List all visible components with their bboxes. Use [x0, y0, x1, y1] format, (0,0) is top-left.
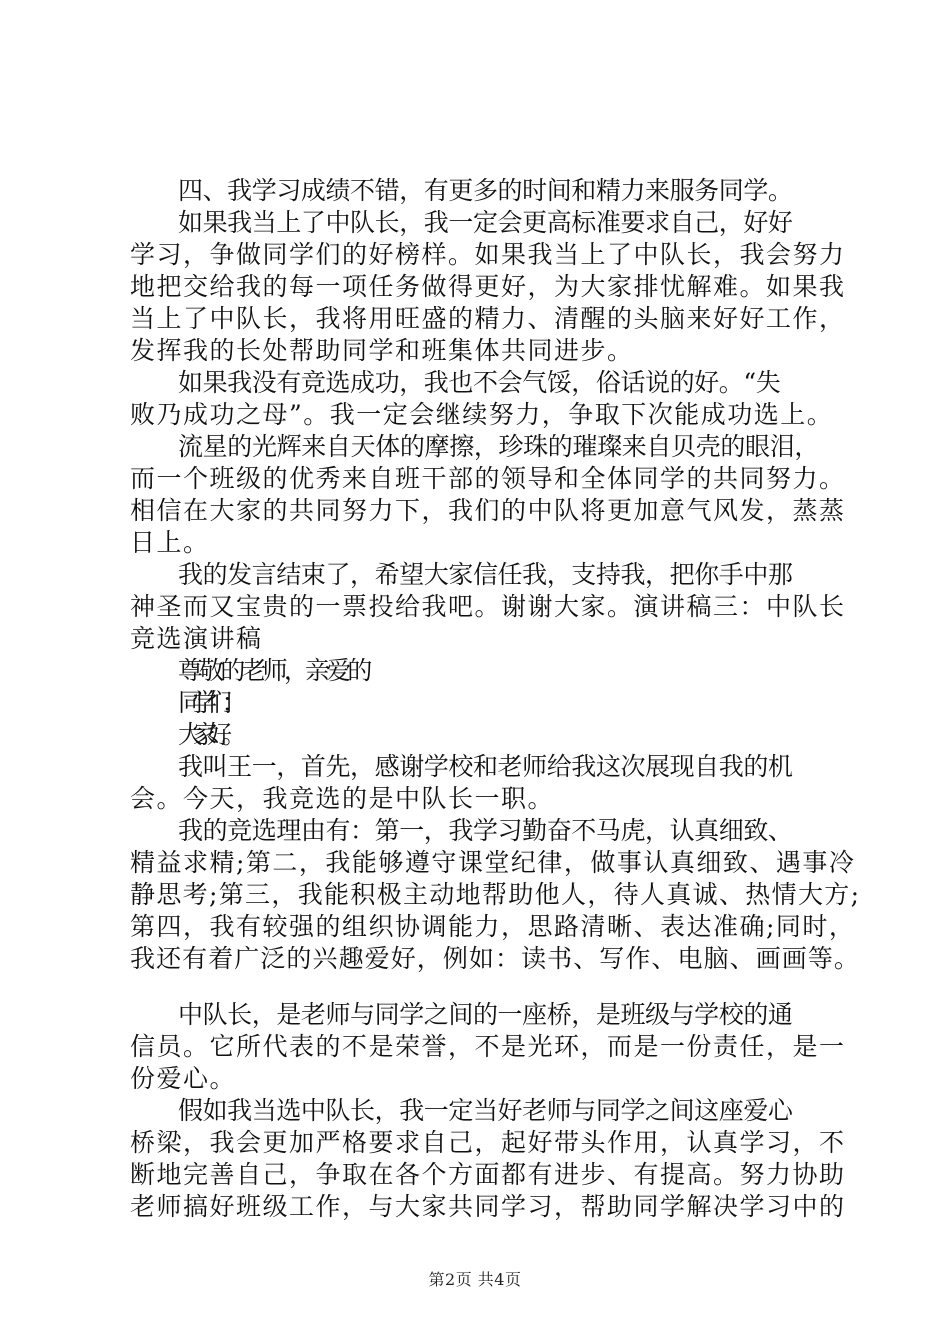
- text-line: 第四，我有较强的组织协调能力，思路清晰、表达准确;同时，: [130, 912, 856, 941]
- text-line: 日上。: [130, 528, 210, 557]
- text-line: 败乃成功之母”。我一定会继续努力，争取下次能成功选上。: [130, 400, 834, 429]
- text-line: 如果我没有竞选成功，我也不会气馁，俗话说的好。“失: [178, 368, 781, 397]
- text-line: 老师搞好班级工作，与大家共同学习，帮助同学解决学习中的: [130, 1192, 846, 1221]
- text-line: 断地完善自己，争取在各个方面都有进步、有提高。努力协助: [130, 1160, 846, 1189]
- text-line: 假如我当选中队长，我一定当好老师与同学之间这座爱心: [178, 1096, 793, 1125]
- page-number: 第2页 共4页: [428, 1270, 522, 1289]
- text-line: 我还有着广泛的兴趣爱好，例如：读书、写作、电脑、画画等。: [130, 944, 861, 973]
- text-line: 如果我当上了中队长，我一定会更高标准要求自己，好好: [178, 208, 793, 237]
- text-line: 份爱心。: [130, 1064, 237, 1093]
- text-line: 中队长，是老师与同学之间的一座桥，是班级与学校的通: [178, 1000, 793, 1029]
- text-line: 而一个班级的优秀来自班干部的领导和全体同学的共同努力。: [130, 464, 846, 493]
- text-line: 尊敬的老师，亲爱的: [178, 656, 369, 685]
- text-line: 会。今天，我竞选的是中队长一职。: [130, 784, 555, 813]
- text-line: 当上了中队长，我将用旺盛的精力、清醒的头脑来好好工作，: [130, 304, 846, 333]
- text-line: 四、我学习成绩不错，有更多的时间和精力来服务同学。: [178, 176, 793, 205]
- text-line: 精益求精;第二，我能够遵守课堂纪律，做事认真细致、遇事冷: [130, 848, 856, 877]
- text-line: 流星的光辉来自天体的摩擦，珍珠的璀璨来自贝壳的眼泪，: [178, 432, 820, 461]
- text-line: 大家好。: [178, 720, 237, 749]
- text-line: 神圣而又宝贵的一票投给我吧。谢谢大家。演讲稿三：中队长: [130, 592, 846, 621]
- text-line: 我的竞选理由有：第一，我学习勤奋不马虎，认真细致、: [178, 816, 793, 845]
- text-line: 地把交给我的每一项任务做得更好，为大家排忧解难。如果我: [130, 272, 846, 301]
- text-line: 我的发言结束了，希望大家信任我，支持我，把你手中那: [178, 560, 793, 589]
- text-line: 同学们：: [178, 688, 237, 717]
- text-line: 竞选演讲稿: [130, 624, 263, 653]
- text-line: 我叫王一，首先，感谢学校和老师给我这次展现自我的机: [178, 752, 793, 781]
- text-line: 学习，争做同学们的好榜样。如果我当上了中队长，我会努力: [130, 240, 846, 269]
- text-line: 相信在大家的共同努力下，我们的中队将更加意气风发，蒸蒸: [130, 496, 846, 525]
- text-line: 信员。它所代表的不是荣誉，不是光环，而是一份责任，是一: [130, 1032, 846, 1061]
- text-line: 发挥我的长处帮助同学和班集体共同进步。: [130, 336, 634, 365]
- text-line: 静思考;第三，我能积极主动地帮助他人，待人真诚、热情大方;: [130, 880, 861, 909]
- text-line: 桥梁，我会更加严格要求自己，起好带头作用，认真学习，不: [130, 1128, 846, 1157]
